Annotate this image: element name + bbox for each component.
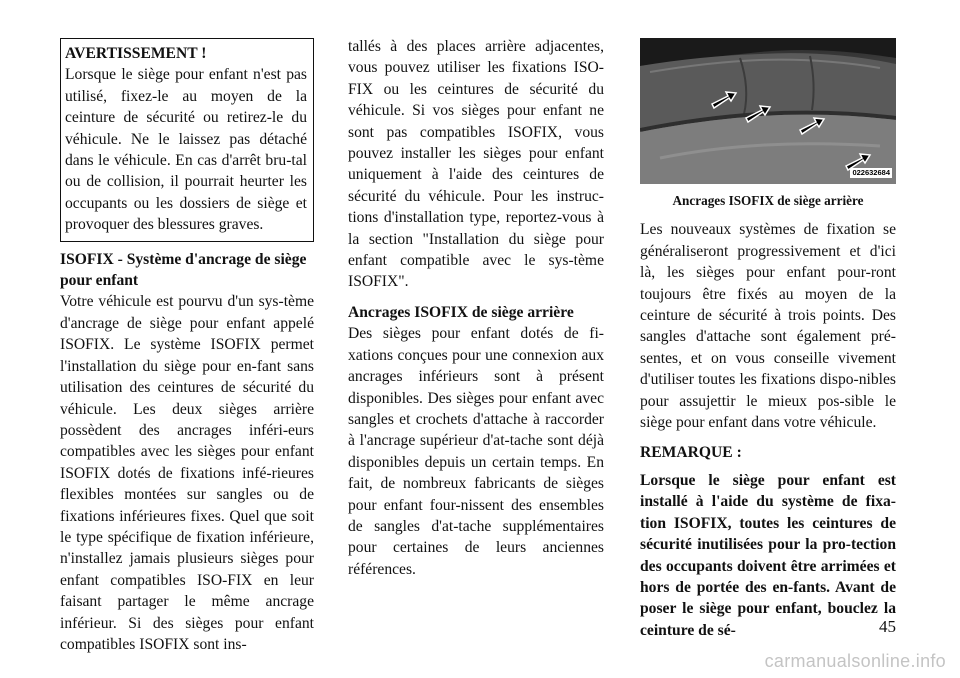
figure-caption: Ancrages ISOFIX de siège arrière [672,193,864,208]
warning-title: AVERTISSEMENT ! [65,45,207,62]
isofix-body-part2: tallés à des places arrière adjacentes, vous pouvez utiliser les fixations ISO-FIX ou les ceintures de sécurité du véhicule. Si vos sièges pour enfant ne sont pas compatibles ISOFIX, vous pouvez installer les sièges pour enfant uniquement à l'aide des ceintures de sécurité du véhicule. Pour les instruc-tions d'installation type, reportez-vous à la section "Installation du siège pour enfant compatible avec le sys-tème ISOFIX". [348,38,604,291]
new-systems-body: Les nouveaux systèmes de fixation se généraliseront progressivement et d'ici là, les sièges pour enfant pour-ront toujours être fixés au moyen de la ceinture de sécurité à trois points. Des sangles d'attache sont également pré-sentes, et on vous conseille vivement d'utiliser toutes les fixations dispo-nibles pour assujettir le mieux pos-sible le siège pour enfant dans votre véhicule. [640,221,896,432]
section-heading-isofix: ISOFIX - Système d'ancrage de siège pour enfant [60,250,307,290]
warning-text: Lorsque le siège pour enfant n'est pas utilisé, fixez-le au moyen de la ceinture de sécurité ou retirez-le du véhicule. Ne le laissez pas détaché dans le véhicule. En cas d'arrêt bru-tal ou de collision, il pourrait heurter les occupants ou les dossiers de siège et provoquer des blessures graves. [65,66,307,234]
note-title: REMARQUE : [640,444,742,462]
column-1 [60,38,314,655]
note-text: Lorsque le siège pour enfant est installé à l'aide du système de fixa-tion ISOFIX, toutes les ceintures de sécurité inutilisées pour la pro-tection des occupants doivent être arrimées et hors de portée des en-fants. Avant de poser le siège pour enfant, bouclez la ceinture de sé- [640,471,896,639]
isofix-body-part1: Votre véhicule est pourvu d'un sys-tème d'ancrage de siège pour enfant appelé ISOFIX. Le système ISOFIX permet l'installation du siège pour en-fant sans utilisation des ceintures de sécurité du véhicule. Les deux sièges arrière possèdent des ancrages inféri-eurs compatibles avec les sièges pour enfant ISOFIX dotés de fixations infé-rieures flexibles montées sur sangles ou de fixations inférieures fixes. Quel que soit le type spécifique de fixation inférieure, n'installez jamais plusieurs sièges pour enfant compatibles ISO-FIX en leur faisant partager le même ancrage inférieur. Si des sièges pour enfant compatibles ISOFIX sont ins- [60,293,314,653]
section-heading-rear-anchors: Ancrages ISOFIX de siège arrière [348,303,574,321]
rear-anchors-body: Des sièges pour enfant dotés de fi-xations conçues pour une connexion aux ancrages inférieurs sont à présent disponibles. Des sièges pour enfant avec sangles et crochets d'attache à raccorder à l'ancrage supérieur d'at-tache sont déjà disponibles depuis un certain temps. En fait, de nombreux fabricants de sièges pour enfant four-nissent des ensembles de sangles d'at-tache supplémentaires pour certaines de leurs anciennes références. [348,325,604,578]
watermark: carmanualsonline.info [764,651,946,671]
isofix-anchors-photo [640,38,896,184]
column-2 [348,36,604,580]
column-3 [640,38,896,641]
rear-seat-illustration [640,38,896,184]
page-number: 45 [879,617,896,636]
image-reference-id: 022632684 [852,168,890,177]
warning-box [60,38,314,242]
